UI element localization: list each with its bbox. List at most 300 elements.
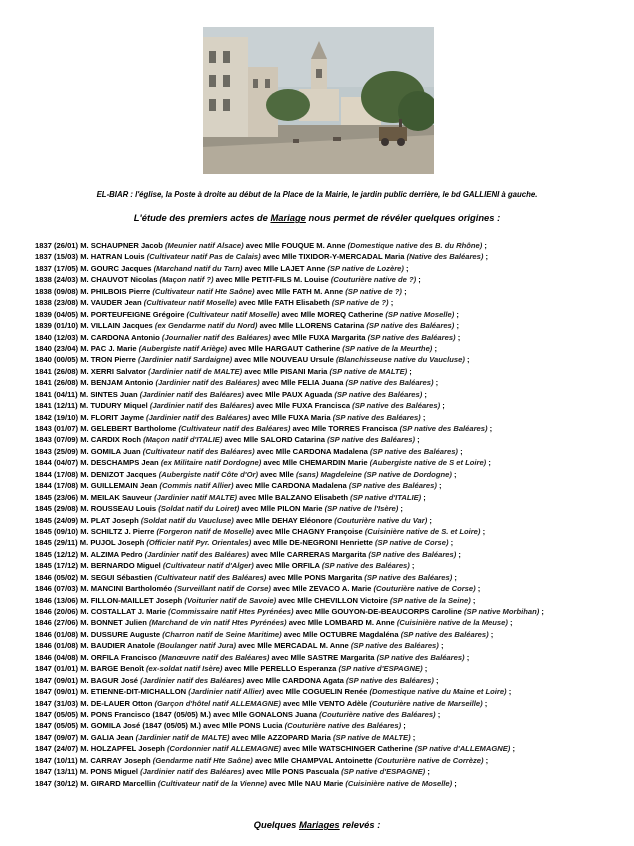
list-item — [35, 423, 625, 434]
entry-bride-note: (Cuisinière native de Moselle) — [345, 778, 453, 788]
entry-end: ; — [460, 446, 463, 456]
intro-underlined: Mariage — [270, 212, 306, 223]
entry-bride: avec Mlle LAJET Anne — [244, 263, 326, 273]
entry-groom: M. PONS Miguel — [79, 767, 139, 777]
entry-bride-note: (Cuisinière native de S. et Loire) — [364, 526, 481, 536]
entry-groom-note: (Manœuvre natif des Baléares) — [158, 652, 270, 662]
intro-heading — [0, 212, 634, 223]
entry-bride: avec Mlle CHEMARDIN Marie — [263, 458, 368, 468]
list-item — [35, 560, 625, 571]
entry-groom: M. SCHILTZ J. Pierre — [80, 526, 155, 536]
list-item — [35, 251, 625, 262]
entry-groom: M. GALIA Jean — [80, 732, 134, 742]
entry-bride: avec Mlle PONS Lucia — [203, 721, 283, 731]
entry-groom-note: (Jardinier natif des Baléares) — [140, 767, 245, 777]
entry-groom: M. HOLZAPFEL Joseph — [80, 744, 165, 754]
entry-end: ; — [406, 263, 409, 273]
list-item — [35, 332, 625, 343]
entry-end: ; — [427, 767, 430, 777]
list-item — [35, 709, 625, 720]
list-item — [35, 720, 625, 731]
entry-groom: M. VAUDER Jean — [80, 298, 142, 308]
entry-groom: M. DESCHAMPS Jean — [80, 458, 159, 468]
entry-date: 1847 (24/07) — [35, 744, 79, 754]
entry-end: ; — [400, 504, 403, 514]
entry-bride: avec Mlle FELIA Juana — [261, 378, 344, 388]
entry-bride: avec Mlle OCTUBRE Magdaléna — [283, 629, 399, 639]
list-item — [35, 526, 625, 537]
list-item — [35, 366, 625, 377]
entry-bride: avec Mlle BALZANO Elisabeth — [239, 492, 349, 502]
entry-end: ; — [489, 424, 493, 433]
entry-end: ; — [458, 549, 461, 559]
entry-groom: M. PONS Francisco (1847 (05/05) M.) — [80, 709, 212, 719]
entry-bride-note: (SP native d'ITALIE) — [350, 492, 422, 502]
marriage-list — [35, 240, 625, 789]
photo-caption: EL-BIAR : l'église, la Poste à droite au début de la Place de la Mairie, le jardin public derrière, le bd GALLIENI à gauche. — [96, 190, 538, 199]
entry-bride-note: (SP native de l'Isère) — [324, 504, 399, 514]
footer-post: relevés : — [339, 819, 381, 830]
entry-date: 1845 (23/06) — [35, 492, 79, 502]
entry-bride: avec Mlle PERELLO Esperanza — [224, 664, 337, 674]
entry-groom: M. MEILAK Sauveur — [80, 492, 152, 502]
entry-bride-note: (Cuisinière native de la Meuse) — [396, 618, 508, 628]
entry-groom-note: (Surveillant natif de Corse) — [174, 584, 271, 594]
list-item — [35, 343, 625, 354]
entry-end: ; — [403, 721, 406, 731]
entry-bride: avec Mlle COGUELIN Renée — [266, 687, 368, 697]
list-item — [35, 515, 625, 526]
entry-groom-note: (Aubergiste natif Côte d'Or) — [158, 469, 258, 479]
list-item — [35, 595, 625, 606]
entry-date: 1846 (07/03) — [35, 584, 79, 594]
list-item — [35, 606, 625, 617]
entry-bride-note: (Couturière native de Marseille) — [369, 698, 483, 708]
list-item — [35, 457, 625, 468]
entry-date: 1841 (12/11) — [35, 401, 78, 411]
entry-groom-note: (Commis natif Allier) — [159, 481, 234, 491]
entry-end: ; — [436, 675, 439, 685]
entry-bride-note: (SP native d'ALLEMAGNE) — [414, 744, 511, 754]
list-item — [35, 240, 625, 251]
entry-bride-note: (SP native des Baléares) — [364, 572, 453, 582]
entry-groom: M. SINTES Juan — [79, 389, 138, 399]
entry-groom: M. CARRAY Joseph — [79, 755, 151, 765]
entry-groom-note: (Jardinier natif Sardaigne) — [138, 355, 233, 365]
entry-bride: avec Mlle PILON Marie — [241, 504, 323, 514]
list-item — [35, 732, 625, 743]
entry-end: ; — [409, 366, 412, 376]
list-item — [35, 263, 625, 274]
entry-bride: avec Mlle PONS Margarita — [268, 572, 363, 582]
entry-groom-note: (Cultivateur natif des Baléares) — [154, 572, 267, 582]
entry-date: 1842 (19/10) — [35, 412, 79, 422]
entry-date: 1844 (17/08) — [35, 481, 79, 491]
entry-bride-note: (SP native des Baléares) — [366, 321, 455, 331]
entry-bride-note: (Domestique native des B. du Rhône) — [347, 241, 483, 250]
entry-end: ; — [442, 401, 445, 411]
entry-bride-note: (SP native des Baléares) — [400, 629, 489, 639]
list-item — [35, 377, 625, 388]
entry-bride: avec Mlle PAUX Aguada — [246, 389, 333, 399]
entry-end: ; — [485, 252, 489, 262]
entry-groom-note: (Cultivateur natif d'Alger) — [162, 561, 254, 571]
entry-groom: M. PAC J. Marie — [80, 343, 137, 353]
entry-groom-note: (Soldat natif du Loiret) — [158, 504, 240, 514]
entry-groom: M. BONNET Julien — [80, 618, 147, 628]
entry-end: ; — [466, 652, 470, 662]
list-item — [35, 652, 625, 663]
entry-bride: avec Mlle VENTO Adèle — [283, 698, 368, 708]
entry-bride: avec Mlle — [260, 469, 294, 479]
entry-date: 1846 (13/06) — [35, 595, 79, 605]
list-item — [35, 434, 625, 445]
list-item — [35, 583, 625, 594]
entry-date: 1845 (29/11) — [35, 538, 78, 548]
entry-bride: avec Mlle AZZOPARD Maria — [231, 732, 331, 742]
list-item — [35, 698, 625, 709]
entry-bride: avec Mlle CARRERAS Margarita — [251, 549, 367, 559]
entry-groom: M. TUDURY Miquel — [79, 401, 148, 411]
entry-bride-note: (SP native Morbihan) — [464, 607, 540, 616]
entry-bride: avec Mlle FUXA Margarita — [272, 332, 366, 342]
entry-bride-note: (Native des Baléares) — [406, 252, 484, 262]
entry-groom-note: (Cordonnier natif ALLEMAGNE) — [167, 744, 282, 754]
entry-bride: avec Mlle PONS Pascuala — [246, 767, 339, 777]
entry-groom: M. ETIENNE-DIT-MICHALLON — [80, 687, 187, 697]
entry-bride-note: (SP native des Baléares) — [345, 675, 434, 685]
entry-bride-note: (sans) Magdeleine (SP native de Dordogne) — [296, 469, 452, 479]
entry-bride: avec Mlle ZEVACO A. Marie — [273, 584, 372, 594]
entry-bride-note: (SP native des Baléares) — [399, 424, 488, 433]
entry-bride: avec Mlle MOREQ Catherine — [281, 309, 384, 319]
entry-groom: M. DENIZOT Jacques — [80, 469, 157, 479]
entry-groom-note: (Marchand de vin natif Htes Pyrénées) — [149, 618, 287, 628]
entry-bride-note: (SP native de la Seine) — [389, 595, 471, 605]
entry-bride-note: (SP native de Lozère) — [327, 263, 404, 273]
entry-groom-note: (Cultivateur natif Pas de Calais) — [146, 252, 261, 262]
entry-bride: avec Mlle GOUYON-DE-BEAUCORPS Caroline — [295, 607, 462, 616]
entry-bride-note: (SP native Moselle) — [385, 309, 455, 319]
list-item — [35, 389, 625, 400]
list-item — [35, 778, 625, 789]
entry-groom-note: (Cultivateur natif Moselle) — [186, 309, 280, 319]
entry-date: 1847 (01/01) — [35, 664, 79, 674]
entry-groom: M. BARGE Benoît — [80, 664, 144, 674]
entry-bride-note: (SP native des Baléares) — [334, 389, 423, 399]
entry-groom: M. ALZIMA Pedro — [80, 549, 143, 559]
list-item — [35, 354, 625, 365]
entry-bride-note: (SP native des Baléares) — [370, 446, 458, 456]
entry-date: 1838 (23/08) — [35, 298, 79, 308]
entry-bride: avec Mlle TIXIDOR-Y-MERCADAL Maria — [262, 252, 405, 262]
entry-date: 1845 (17/12) — [35, 561, 79, 571]
entry-date: 1847 (13/11) — [35, 767, 78, 777]
entry-bride-note: (SP native des Baléares) — [368, 549, 457, 559]
entry-date: 1837 (17/05) — [35, 263, 79, 273]
list-item — [35, 686, 625, 697]
entry-bride: avec Mlle FATH M. Anne — [256, 286, 344, 296]
entry-groom-note: (Voiturier natif de Savoie) — [184, 595, 277, 605]
entry-groom: M. BAGUR José — [80, 675, 139, 685]
entry-groom: M. BENJAM Antonio — [80, 378, 154, 388]
intro-pre: L'étude des premiers actes de — [133, 212, 271, 223]
entry-bride: avec Mlle FOUQUE M. Anne — [245, 241, 346, 250]
entry-date: 1846 (01/08) — [35, 629, 79, 639]
entry-bride: avec Mlle CHEVILLON Victoire — [278, 595, 388, 605]
list-item — [35, 572, 625, 583]
entry-date: 1841 (26/08) — [35, 366, 79, 376]
entry-date: 1839 (04/05) — [35, 309, 79, 319]
entry-end: ; — [453, 469, 457, 479]
entry-end: ; — [484, 698, 488, 708]
entry-groom-note: (Charron natif de Seine Maritime) — [162, 629, 282, 639]
entry-bride-note: (Couturière native des Baléares) — [284, 721, 402, 731]
entry-groom-note: (Maçon natif d'ITALIE) — [143, 435, 223, 445]
entry-date: 1845 (29/08) — [35, 504, 79, 514]
entry-bride: avec Mlle WATSCHINGER Catherine — [283, 744, 413, 754]
entry-end: ; — [456, 309, 459, 319]
entry-date: 1840 (00/05) — [35, 355, 79, 365]
list-item — [35, 492, 625, 503]
entry-date: 1847 (09/01) — [35, 687, 79, 697]
entry-end: ; — [488, 458, 491, 468]
entry-bride: avec Mlle LOMBARD M. Anne — [288, 618, 395, 628]
footer-pre: Quelques — [253, 819, 299, 830]
entry-groom-note: (Jardinier natif des Baléares) — [144, 549, 249, 559]
entry-groom: M. CARDONA Antonio — [80, 332, 160, 342]
list-item — [35, 309, 625, 320]
entry-date: 1847 (05/05) — [35, 709, 79, 719]
entry-groom-note: (ex Militaire natif Dordogne) — [160, 458, 262, 468]
entry-bride-note: (SP native d'ESPAGNE) — [341, 767, 426, 777]
entry-end: ; — [434, 343, 437, 353]
entry-groom: M. BAUDIER Anatole — [80, 641, 156, 651]
entry-bride-note: (Couturière native de Corse) — [373, 584, 476, 594]
entry-date: 1846 (05/02) — [35, 572, 79, 582]
entry-date: 1843 (07/09) — [35, 435, 79, 445]
entry-groom-note: (Forgeron natif de Moselle) — [156, 526, 254, 536]
entry-bride-note: (SP native de ?) — [345, 286, 402, 296]
list-item — [35, 549, 625, 560]
entry-end: ; — [477, 584, 481, 594]
entry-groom-note: (Gendarme natif Hte Saône) — [152, 755, 253, 765]
entry-groom-note: (Jardinier natif des Baléares) — [155, 378, 260, 388]
entry-bride: avec Mlle LLORENS Catarina — [259, 321, 365, 331]
entry-groom-note: (Boulanger natif Jura) — [157, 641, 237, 651]
entry-groom-note: (Journalier natif des Baléares) — [161, 332, 271, 342]
entry-bride: avec Mlle FUXA Francisca — [256, 401, 351, 411]
entry-groom: M. MANCINI Bartholoméo — [80, 584, 173, 594]
entry-groom-note: (Meunier natif Alsace) — [165, 241, 244, 250]
entry-end: ; — [417, 435, 420, 445]
entry-end: ; — [422, 412, 426, 422]
entry-bride-note: (Couturière native des Baléares) — [319, 709, 436, 719]
entry-groom-note: (Jardinier natif des Baléares) — [146, 412, 251, 422]
entry-bride: avec Mlle FUXA Maria — [252, 412, 331, 422]
entry-bride: avec Mlle DE-NEGRONI Henriette — [253, 538, 373, 548]
entry-groom-note: (ex-soldat natif Isère) — [146, 664, 223, 674]
entry-groom: M. FLORIT Jayme — [80, 412, 144, 422]
list-item — [35, 286, 625, 297]
entry-date: 1841 (26/08) — [35, 378, 79, 388]
entry-bride-note: (SP native de la Meurthe) — [342, 343, 433, 353]
entry-groom: M. PHILBOIS Pierre — [80, 286, 151, 296]
entry-bride-note: (SP native de ?) — [331, 298, 389, 308]
entry-groom-note: (Soldat natif du Vaucluse) — [140, 515, 234, 525]
footer-heading — [0, 819, 634, 830]
entry-groom-note: (Marchand natif du Tarn) — [153, 263, 243, 273]
entry-bride-note: (SP native de MALTE) — [329, 366, 408, 376]
entry-groom-note: (Officier natif Pyr. Orientales) — [146, 538, 252, 548]
entry-date: 1846 (20/06) — [35, 607, 79, 616]
entry-bride: avec Mlle PISANI Maria — [244, 366, 328, 376]
entry-end: ; — [440, 641, 444, 651]
entry-bride: avec Mlle NAU Marie — [269, 778, 344, 788]
entry-groom: M. COSTALLAT J. Marie — [80, 607, 166, 616]
entry-groom: M. CARDIX Roch — [80, 435, 141, 445]
entry-groom: M. DE-LAUER Otton — [80, 698, 153, 708]
entry-groom: M. PUJOL Joseph — [79, 538, 145, 548]
entry-bride-note: (SP native de Corse) — [374, 538, 449, 548]
entry-groom-note: (Jardinier natif MALTE) — [154, 492, 238, 502]
entry-date: 1843 (01/07) — [35, 424, 79, 433]
entry-bride-note: (SP native des Baléares) — [345, 378, 434, 388]
entry-groom: M. GOMILA Juan — [80, 446, 141, 456]
entry-date: 1838 (09/08) — [35, 286, 79, 296]
entry-end: ; — [541, 607, 544, 616]
entry-groom: M. XERRI Salvator — [80, 366, 147, 376]
entry-groom: M. SCHAUPNER Jacob — [80, 241, 163, 250]
entry-bride: avec Mlle CHAGNY Françoise — [256, 526, 363, 536]
entry-bride: avec Mlle HARGAUT Catherine — [229, 343, 341, 353]
entry-end: ; — [457, 332, 461, 342]
entry-bride: avec Mlle PETIT-FILS M. Louise — [215, 275, 329, 285]
entry-groom-note: (Jardinier natif des Baléares) — [140, 675, 245, 685]
entry-groom-note: (Commissaire natif Htes Pyrénées) — [168, 607, 294, 616]
entry-groom: M. DUSSURE Auguste — [80, 629, 161, 639]
entry-groom-note: (Jardinier natif des Baléares) — [149, 401, 255, 411]
entry-date: 1843 (25/09) — [35, 446, 79, 456]
entry-end: ; — [490, 629, 494, 639]
entry-groom: M. CHAUVOT Nicolas — [80, 275, 158, 285]
entry-bride: avec Mlle TORRES Francisca — [292, 424, 398, 433]
entry-end: ; — [429, 515, 432, 525]
entry-end: ; — [484, 241, 487, 250]
entry-date: 1845 (09/10) — [35, 526, 79, 536]
entry-groom-note: (Jardinier natif des Baléares) — [139, 389, 244, 399]
entry-bride-note: (SP native des Baléares) — [376, 652, 465, 662]
entry-bride: avec Mlle CARDONA Madalena — [256, 446, 368, 456]
list-item — [35, 755, 625, 766]
photo-el-biar-street — [203, 27, 434, 174]
entry-date: 1847 (10/11) — [35, 755, 78, 765]
entry-end: ; — [454, 778, 457, 788]
entry-end: ; — [404, 286, 407, 296]
entry-bride-note: (SP native des Baléares) — [327, 435, 416, 445]
entry-groom: M. PORTEUFEIGNE Grégoire — [80, 309, 185, 319]
list-item — [35, 629, 625, 640]
entry-groom: M. GELEBERT Bartholome — [80, 424, 177, 433]
entry-end: ; — [454, 572, 457, 582]
entry-bride: avec Mlle CHAMPVAL Antoinette — [254, 755, 373, 765]
entry-groom-note: (Jardinier natif de MALTE) — [148, 366, 243, 376]
entry-bride: avec Mlle GONALONS Juana — [213, 709, 317, 719]
entry-end: ; — [472, 595, 476, 605]
entry-bride-note: (SP native d'ESPAGNE) — [338, 664, 423, 674]
entry-bride: avec Mlle FATH Elisabeth — [238, 298, 330, 308]
entry-end: ; — [466, 355, 470, 365]
entry-bride-note: (SP native des Baléares) — [367, 332, 456, 342]
entry-date: 1845 (24/09) — [35, 515, 79, 525]
entry-date: 1846 (27/06) — [35, 618, 79, 628]
footer-underlined: Mariages — [299, 819, 340, 830]
entry-date: 1837 (15/03) — [35, 252, 79, 262]
entry-end: ; — [435, 378, 439, 388]
list-item — [35, 446, 625, 457]
entry-date: 1846 (01/08) — [35, 641, 79, 651]
list-item — [35, 320, 625, 331]
entry-end: ; — [456, 321, 459, 331]
entry-end: ; — [412, 732, 416, 742]
list-item — [35, 663, 625, 674]
entry-groom-note: (Maçon natif ?) — [159, 275, 214, 285]
entry-end: ; — [424, 389, 427, 399]
list-item — [35, 400, 625, 411]
list-item — [35, 766, 625, 777]
entry-bride-note: (Couturière native du Var) — [334, 515, 428, 525]
entry-groom-note: (ex Gendarme natif du Nord) — [154, 321, 258, 331]
entry-groom-note: (Garçon d'hôtel natif ALLEMAGNE) — [154, 698, 281, 708]
entry-date: 1847 (31/03) — [35, 698, 79, 708]
entry-groom-note: (Cultivateur natif de la Vienne) — [157, 778, 267, 788]
entry-end: ; — [418, 275, 421, 285]
entry-end: ; — [508, 687, 512, 697]
entry-end: ; — [424, 664, 428, 674]
entry-end: ; — [390, 298, 394, 308]
entry-date: 1847 (09/07) — [35, 732, 79, 742]
entry-date: 1837 (26/01) — [35, 241, 79, 250]
entry-date: 1847 (09/01) — [35, 675, 79, 685]
entry-bride: avec Mlle DEHAY Eléonore — [235, 515, 333, 525]
entry-bride-note: (SP native des Baléares) — [350, 641, 439, 651]
list-item — [35, 412, 625, 423]
entry-bride: avec Mlle SALORD Catarina — [224, 435, 325, 445]
list-item — [35, 274, 625, 285]
entry-end: ; — [450, 538, 454, 548]
entry-groom: M. ORFILA Francisco — [80, 652, 157, 662]
entry-groom: M. GUILLEMAIN Jean — [80, 481, 158, 491]
entry-end: ; — [411, 561, 415, 571]
entry-bride: avec Mlle NOUVEAU Ursule — [234, 355, 334, 365]
list-item — [35, 469, 625, 480]
entry-groom: M. ROUSSEAU Louis — [80, 504, 157, 514]
entry-groom: M. GIRARD Marcellin — [80, 778, 156, 788]
list-item — [35, 640, 625, 651]
list-item — [35, 297, 625, 308]
list-item — [35, 743, 625, 754]
entry-end: ; — [423, 492, 426, 502]
entry-end: ; — [438, 481, 442, 491]
entry-bride-note: (SP native des Baléares) — [348, 481, 437, 491]
entry-date: 1840 (23/04) — [35, 343, 79, 353]
entry-groom: M. VILLAIN Jacques — [80, 321, 153, 331]
entry-date: 1840 (12/03) — [35, 332, 79, 342]
entry-end: ; — [437, 709, 441, 719]
entry-bride: avec Mlle MERCADAL M. Anne — [238, 641, 349, 651]
entry-groom-note: (Cultivateur natif des Baléares) — [142, 446, 255, 456]
entry-groom-note: (Jardinier natif Allier) — [188, 687, 265, 697]
